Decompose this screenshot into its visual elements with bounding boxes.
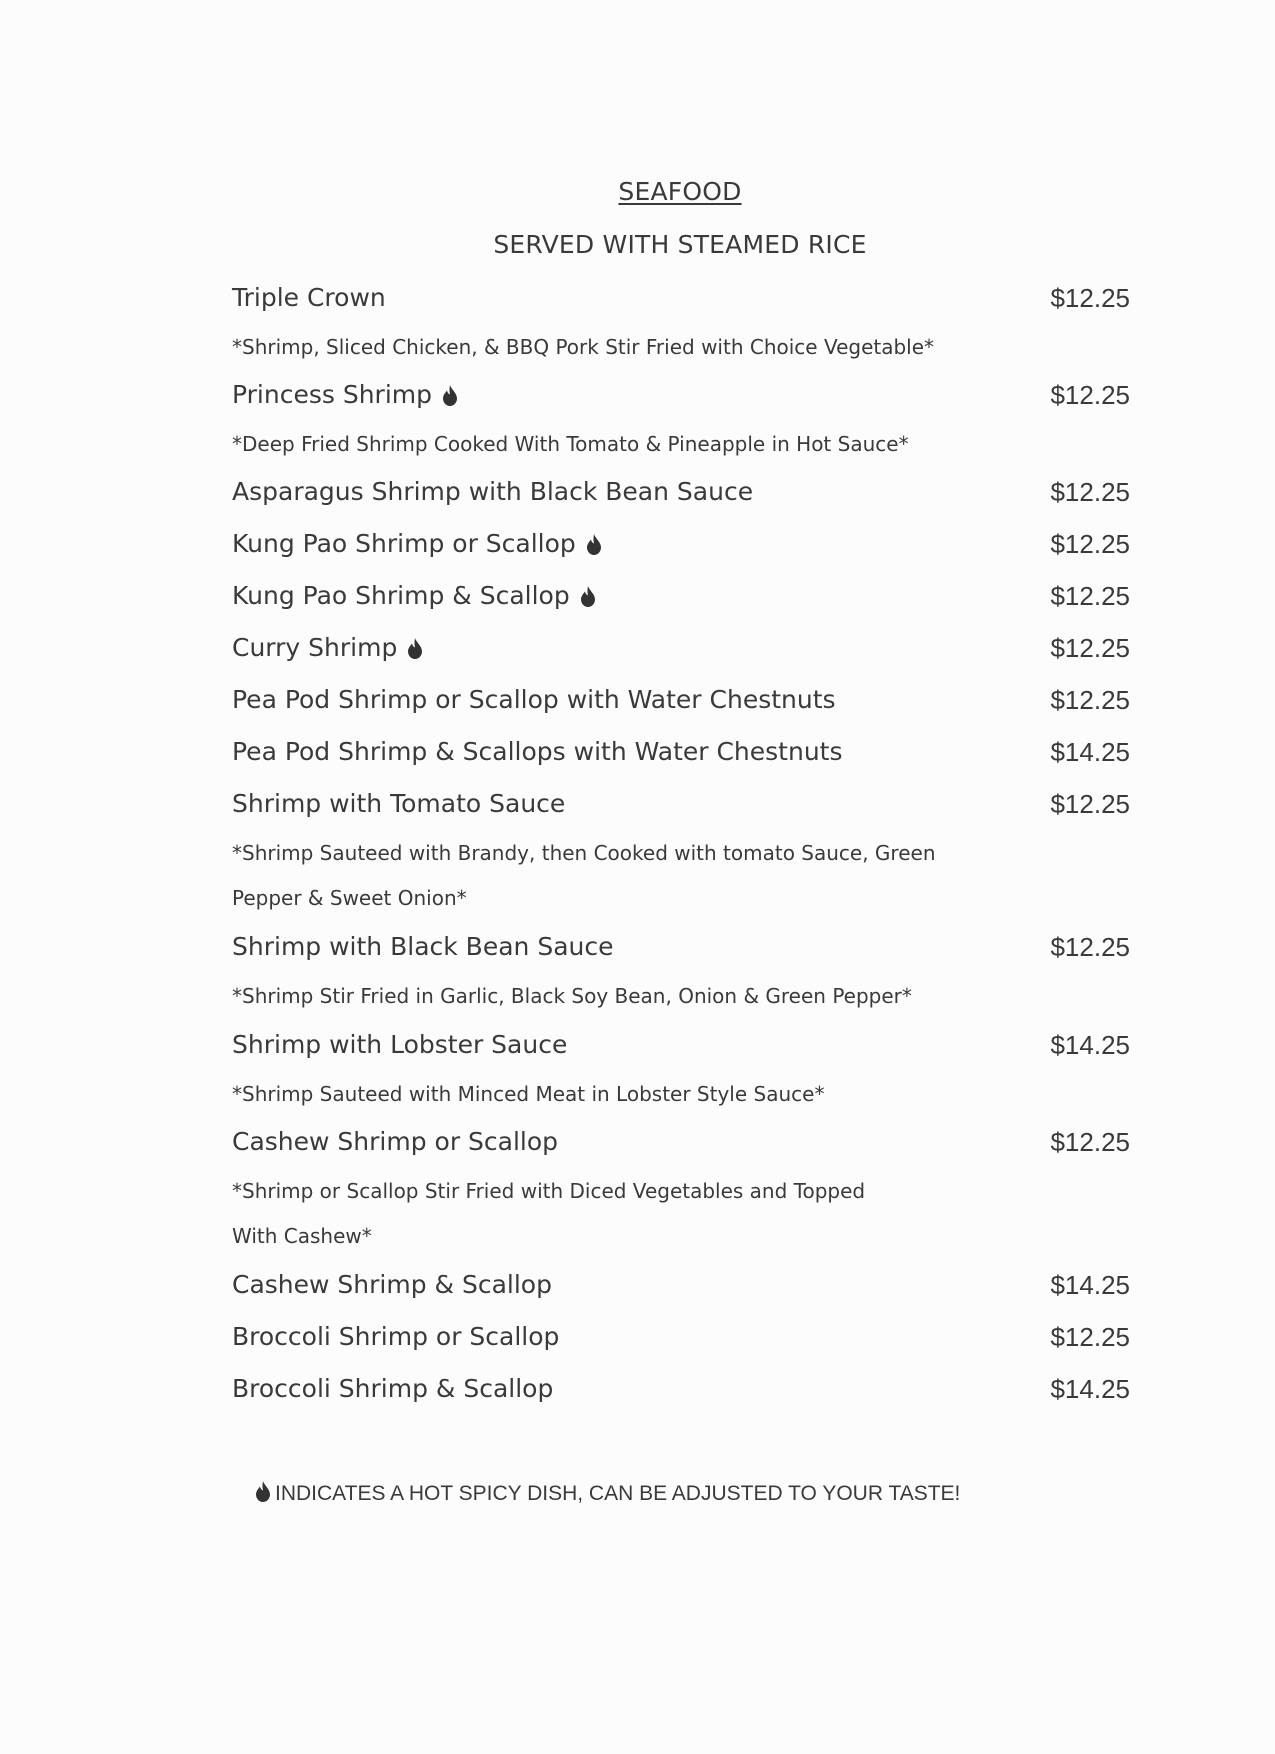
menu-item-name: Curry Shrimp (232, 633, 398, 662)
menu-item (232, 1269, 1130, 1301)
menu-item-price: $14.25 (1050, 1030, 1130, 1060)
menu-item-name: Kung Pao Shrimp & Scallop (232, 581, 570, 610)
menu-item-description: Pepper & Sweet Onion* (232, 886, 467, 910)
menu-item (232, 476, 1130, 508)
flame-icon (407, 638, 423, 659)
menu-item-price: $12.25 (1050, 633, 1130, 663)
menu-item (232, 736, 1130, 768)
menu-item-name: Asparagus Shrimp with Black Bean Sauce (232, 477, 754, 506)
menu-item-name: Shrimp with Black Bean Sauce (232, 932, 614, 961)
menu-item-price: $14.25 (1050, 1374, 1130, 1404)
spicy-note (255, 1481, 960, 1506)
menu-item-name: Cashew Shrimp & Scallop (232, 1270, 552, 1299)
menu-item (232, 931, 1130, 963)
menu-item-price: $12.25 (1050, 789, 1130, 819)
menu-item-price: $14.25 (1050, 737, 1130, 767)
menu-item-price: $12.25 (1050, 380, 1130, 410)
menu-item-price: $12.25 (1050, 932, 1130, 962)
flame-icon (580, 586, 596, 607)
menu-item (232, 1373, 1130, 1405)
menu-item-name: Princess Shrimp (232, 380, 432, 409)
menu-item (232, 379, 1130, 411)
menu-item-name: Broccoli Shrimp or Scallop (232, 1322, 560, 1351)
spicy-note-text: INDICATES A HOT SPICY DISH, CAN BE ADJUSTED TO YOUR TASTE! (275, 1482, 961, 1505)
menu-item (232, 282, 1130, 314)
flame-icon (442, 385, 458, 406)
menu-item-price: $12.25 (1050, 1127, 1130, 1157)
menu-item (232, 1126, 1130, 1158)
menu-item-description: *Shrimp Stir Fried in Garlic, Black Soy Bean, Onion & Green Pepper* (232, 984, 912, 1008)
menu-item-description: *Deep Fried Shrimp Cooked With Tomato & Pineapple in Hot Sauce* (232, 432, 909, 456)
menu-item (232, 1321, 1130, 1353)
menu-item-name: Kung Pao Shrimp or Scallop (232, 529, 576, 558)
menu-item-description: *Shrimp Sauteed with Brandy, then Cooked with tomato Sauce, Green (232, 841, 936, 865)
menu-item (232, 788, 1130, 820)
menu-item-name: Pea Pod Shrimp & Scallops with Water Chestnuts (232, 737, 843, 766)
menu-item-description: With Cashew* (232, 1224, 372, 1248)
menu-item-price: $12.25 (1050, 529, 1130, 559)
menu-item (232, 580, 1130, 612)
menu-item (232, 528, 1130, 560)
section-subtitle: SERVED WITH STEAMED RICE (493, 230, 867, 259)
menu-item-description: *Shrimp Sauteed with Minced Meat in Lobster Style Sauce* (232, 1082, 825, 1106)
menu-item-name: Triple Crown (232, 283, 386, 312)
menu-item-name: Shrimp with Lobster Sauce (232, 1030, 568, 1059)
menu-item-name: Shrimp with Tomato Sauce (232, 789, 566, 818)
menu-item-description: *Shrimp or Scallop Stir Fried with Diced Vegetables and Topped (232, 1179, 866, 1203)
section-title: SEAFOOD (618, 177, 742, 206)
menu-item-price: $12.25 (1050, 685, 1130, 715)
menu-item-price: $14.25 (1050, 1270, 1130, 1300)
flame-icon (586, 534, 602, 555)
menu-item-price: $12.25 (1050, 283, 1130, 313)
menu-item-name: Cashew Shrimp or Scallop (232, 1127, 559, 1156)
menu-item-name: Pea Pod Shrimp or Scallop with Water Chestnuts (232, 685, 836, 714)
menu-item (232, 684, 1130, 716)
menu-item (232, 1029, 1130, 1061)
menu-item-price: $12.25 (1050, 1322, 1130, 1352)
menu-item-description: *Shrimp, Sliced Chicken, & BBQ Pork Stir Fried with Choice Vegetable* (232, 335, 935, 359)
menu-item (232, 632, 1130, 664)
menu-item-price: $12.25 (1050, 477, 1130, 507)
menu-item-price: $12.25 (1050, 581, 1130, 611)
flame-icon (255, 1481, 271, 1502)
menu-item-name: Broccoli Shrimp & Scallop (232, 1374, 554, 1403)
